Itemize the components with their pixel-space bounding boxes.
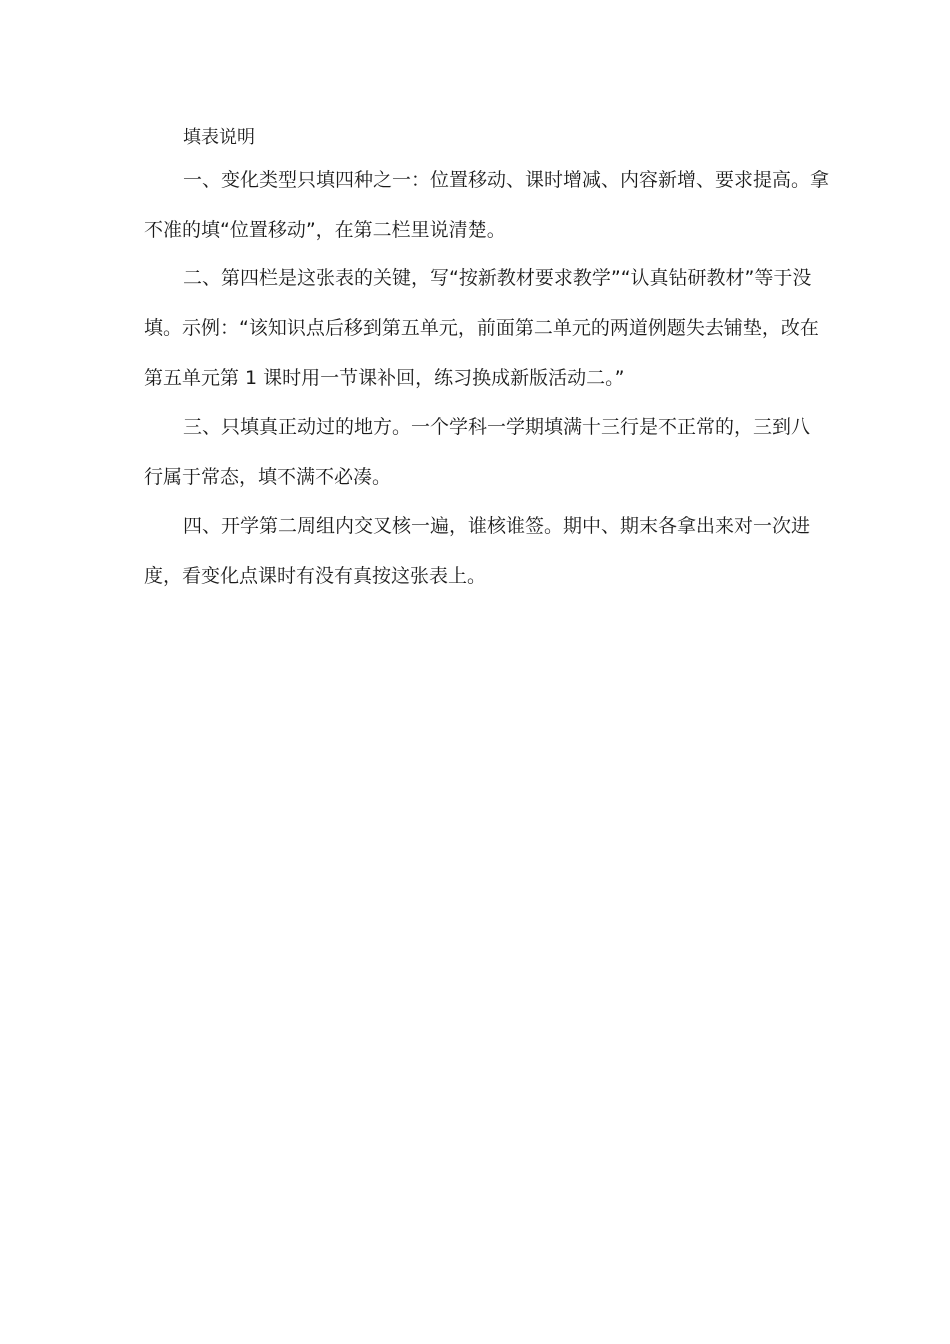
instruction-paragraph-3: 三、只填真正动过的地方。一个学科一学期填满十三行是不正常的，三到八行属于常态，填不满不必凑。 xyxy=(144,416,811,488)
document-heading: 填表说明 xyxy=(183,127,255,148)
instruction-paragraph-1: 一、变化类型只填四种之一：位置移动、课时增减、内容新增、要求提高。拿不准的填“位置移动”，在第二栏里说清楚。 xyxy=(144,169,830,241)
instruction-paragraph-2: 二、第四栏是这张表的关键，写“按新教材要求教学”“认真钻研教材”等于没填。示例：“该知识点后移到第五单元，前面第二单元的两道例题失去铺垫，改在第五单元第 1 课时用一节课补回，练习换成新版活动二。” xyxy=(144,267,819,389)
instruction-paragraph-4: 四、开学第二周组内交叉核一遍，谁核谁签。期中、期末各拿出来对一次进度，看变化点课时有没有真按这张表上。 xyxy=(144,515,811,587)
